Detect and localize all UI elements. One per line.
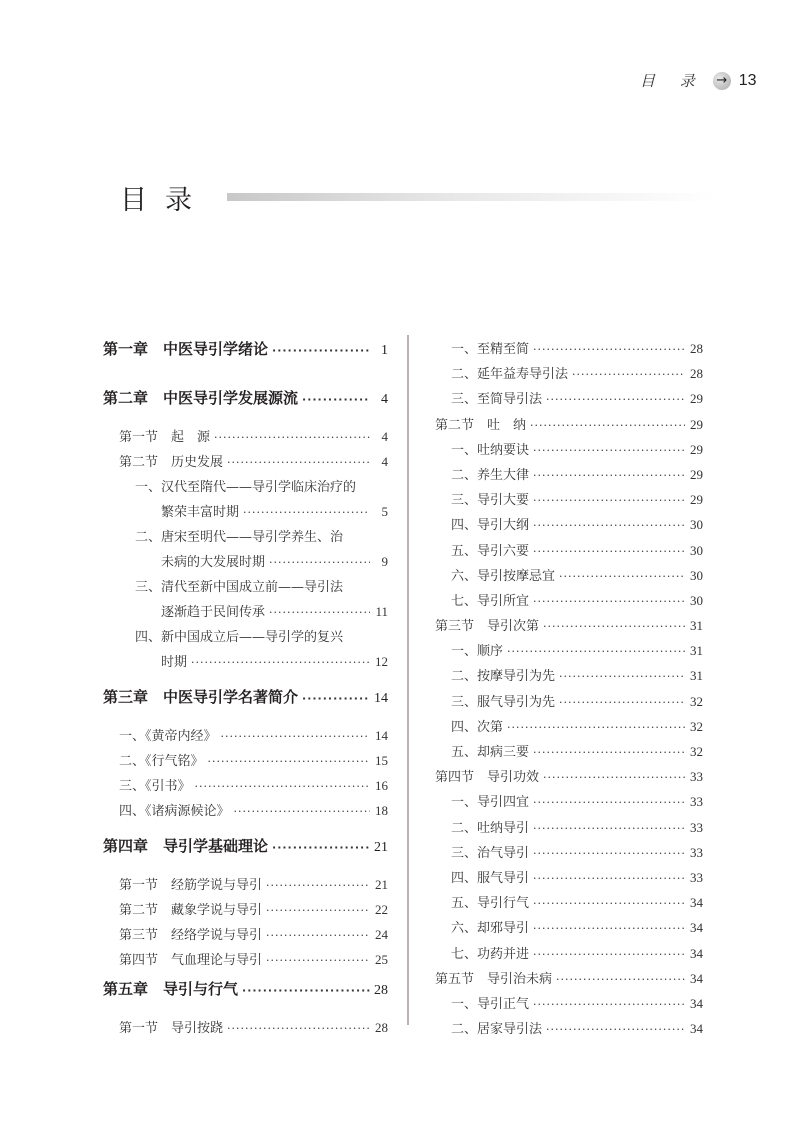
leader-dots: [530, 419, 685, 432]
toc-label: 第四节 导引功效: [435, 770, 540, 786]
toc-label: 四、《诸病源候论》: [119, 804, 230, 819]
toc-item[interactable]: [435, 565, 703, 590]
leader-dots: [546, 1023, 685, 1036]
toc-label: 第三章 中医导引学名著简介: [103, 688, 299, 706]
leader-dots: [533, 519, 685, 532]
toc-page: 34: [690, 920, 703, 936]
toc-section[interactable]: [103, 451, 388, 476]
toc-page: 29: [690, 416, 703, 432]
toc-page: 25: [375, 952, 388, 967]
toc-label: 第四节 气血理论与导引: [119, 953, 263, 968]
toc-item[interactable]: [435, 892, 703, 917]
toc-label: 第二节 藏象学说与导引: [119, 903, 263, 918]
leader-dots: [572, 368, 685, 381]
toc-page: 32: [690, 718, 703, 734]
toc-item[interactable]: [435, 993, 703, 1018]
toc-page: 29: [690, 492, 703, 508]
leader-dots: [195, 780, 370, 793]
toc-label: 二、居家导引法: [451, 1022, 543, 1038]
toc-page: 34: [690, 1021, 703, 1037]
toc-label: 第二章 中医导引学发展源流: [103, 389, 299, 407]
leader-dots: [559, 696, 685, 709]
leader-dots: [533, 595, 685, 608]
toc-label: 二、吐纳导引: [451, 820, 530, 836]
leader-dots: [302, 393, 370, 406]
leader-dots: [533, 948, 685, 961]
leader-dots: [272, 344, 370, 357]
toc-label: 四、导引大纲: [451, 518, 530, 534]
toc-section[interactable]: [103, 949, 388, 974]
toc-item[interactable]: [435, 867, 703, 892]
toc-page: 31: [690, 618, 703, 634]
toc-section[interactable]: [103, 899, 388, 924]
toc-label: 四、服气导引: [451, 870, 530, 886]
toc-page: 15: [375, 753, 388, 768]
toc-item[interactable]: [435, 943, 703, 968]
toc-item[interactable]: [103, 526, 388, 576]
leader-dots: [533, 822, 685, 835]
toc-section[interactable]: [435, 615, 703, 640]
toc-label: 第三节 导引次第: [435, 619, 540, 635]
toc-chapter[interactable]: [103, 686, 388, 711]
toc-label: 第五章 导引与行气: [103, 980, 239, 998]
toc-item[interactable]: [435, 741, 703, 766]
toc-label: 第二节 吐 纳: [435, 417, 527, 433]
toc-label: 第三节 经络学说与导引: [119, 928, 263, 943]
toc-left-column: [103, 338, 388, 1042]
toc-page: 4: [381, 429, 388, 444]
toc-item[interactable]: [435, 817, 703, 842]
toc-page: 12: [375, 654, 388, 669]
leader-dots: [266, 904, 370, 917]
toc-item[interactable]: [435, 791, 703, 816]
toc-label: 二、按摩导引为先: [451, 669, 556, 685]
arrow-right-icon: →: [713, 72, 731, 90]
toc-label: 第一节 经筋学说与导引: [119, 878, 263, 893]
toc-label: 三、服气导引为先: [451, 694, 556, 710]
toc-label: 一、导引正气: [451, 996, 530, 1012]
toc-label: 三、至简导引法: [451, 392, 543, 408]
toc-page: 32: [690, 693, 703, 709]
leader-dots: [266, 879, 370, 892]
toc-item[interactable]: [103, 750, 388, 775]
leader-dots: [556, 973, 685, 986]
toc-item[interactable]: [435, 590, 703, 615]
toc-page: 31: [690, 643, 703, 659]
toc-label-cont: 未病的大发展时期: [161, 555, 266, 570]
toc-item[interactable]: [103, 725, 388, 750]
leader-dots: [533, 796, 685, 809]
toc-section[interactable]: [103, 924, 388, 949]
toc-page: 30: [690, 592, 703, 608]
leader-dots: [543, 620, 685, 633]
leader-dots: [221, 730, 370, 743]
toc-item[interactable]: [435, 388, 703, 413]
toc-section[interactable]: [103, 426, 388, 451]
leader-dots: [266, 954, 370, 967]
toc-page: 29: [690, 441, 703, 457]
toc-label-cont: 时期: [161, 655, 188, 670]
toc-page: 1: [381, 343, 388, 358]
leader-dots: [242, 984, 370, 997]
toc-label: 五、却病三要: [451, 745, 530, 760]
toc-page: 34: [690, 895, 703, 911]
toc-label: 七、导引所宜: [451, 593, 530, 609]
toc-item[interactable]: [435, 464, 703, 489]
page-title: 目录: [120, 185, 210, 216]
toc-item[interactable]: [435, 665, 703, 690]
toc-page: 33: [690, 794, 703, 810]
toc-item[interactable]: [103, 576, 388, 626]
toc-item[interactable]: [435, 842, 703, 867]
toc-page: 5: [381, 504, 388, 519]
toc-label: 五、导引六要: [451, 543, 530, 559]
toc-item[interactable]: [435, 917, 703, 942]
toc-label: 三、清代至新中国成立前——导引法: [135, 580, 344, 595]
leader-dots: [559, 670, 685, 683]
toc-label: 四、新中国成立后——导引学的复兴: [135, 630, 344, 645]
toc-label-cont: 繁荣丰富时期: [161, 505, 240, 520]
toc-section[interactable]: [435, 968, 703, 993]
toc-item[interactable]: [103, 800, 388, 825]
leader-dots: [214, 431, 370, 444]
leader-dots: [269, 606, 370, 619]
running-head: [640, 70, 757, 91]
toc-label: 二、养生大律: [451, 467, 530, 483]
toc-label: 一、顺序: [451, 644, 504, 660]
toc-item[interactable]: [435, 716, 703, 741]
column-divider: [407, 335, 409, 1025]
toc-label: 第一节 起 源: [119, 430, 211, 445]
toc-page: 31: [690, 668, 703, 684]
toc-label: 第五节 导引治未病: [435, 971, 553, 987]
toc-page: 29: [690, 466, 703, 482]
toc-page: 32: [690, 744, 703, 759]
toc-page: 14: [375, 728, 388, 743]
toc-page: 33: [690, 819, 703, 835]
leader-dots: [533, 847, 685, 860]
toc-page: 9: [381, 554, 388, 569]
toc-label: 第一章 中医导引学绪论: [103, 340, 269, 358]
leader-dots: [227, 1022, 370, 1035]
toc-page: 33: [690, 869, 703, 885]
toc-section[interactable]: [435, 766, 703, 791]
toc-item[interactable]: [435, 691, 703, 716]
toc-page: 28: [690, 366, 703, 382]
leader-dots: [533, 343, 685, 356]
toc-label: 六、却邪导引: [451, 921, 530, 937]
toc-page: 21: [375, 877, 388, 892]
toc-label: 一、至精至简: [451, 342, 530, 357]
toc-item[interactable]: [435, 640, 703, 665]
toc-page: 4: [381, 454, 388, 469]
toc-label: 一、导引四宜: [451, 795, 530, 811]
leader-dots: [533, 897, 685, 910]
leader-dots: [269, 556, 370, 569]
toc-label: 三、治气导引: [451, 845, 530, 861]
toc-chapter[interactable]: [103, 387, 388, 412]
page-number: 13: [738, 71, 757, 89]
toc-label: 第四章 导引学基础理论: [103, 837, 269, 855]
toc-page: 34: [690, 945, 703, 961]
toc-chapter[interactable]: [103, 835, 388, 860]
leader-dots: [533, 922, 685, 935]
toc-page: 22: [375, 902, 388, 917]
leader-dots: [234, 805, 370, 818]
leader-dots: [507, 645, 685, 658]
toc-label: 二、唐宋至明代——导引学养生、治: [135, 530, 344, 545]
toc-page: 21: [374, 840, 388, 855]
leader-dots: [208, 755, 370, 768]
toc-label: 五、导引行气: [451, 896, 530, 912]
toc-item[interactable]: [435, 540, 703, 565]
leader-dots: [533, 494, 685, 507]
toc-page: 33: [690, 769, 703, 785]
toc-label: 一、吐纳要诀: [451, 442, 530, 458]
toc-label: 二、延年益寿导引法: [451, 367, 569, 383]
toc-label: 一、《黄帝内经》: [119, 729, 217, 744]
toc-page: 28: [374, 983, 388, 998]
leader-dots: [533, 998, 685, 1011]
toc-label: 六、导引按摩忌宜: [451, 568, 556, 584]
toc-chapter[interactable]: [103, 978, 388, 1003]
toc-item[interactable]: [103, 476, 388, 526]
leader-dots: [302, 692, 370, 705]
toc-label: 三、导引大要: [451, 493, 530, 509]
toc-page: 30: [690, 517, 703, 533]
leader-dots: [533, 746, 685, 759]
toc-item[interactable]: [435, 439, 703, 464]
running-head-title: 目 录: [640, 72, 705, 90]
leader-dots: [559, 570, 685, 583]
toc-right-column: [435, 338, 703, 1043]
toc-item[interactable]: [103, 626, 388, 676]
toc-item[interactable]: [103, 775, 388, 800]
leader-dots: [546, 393, 685, 406]
toc-page: 29: [690, 391, 703, 407]
leader-dots: [266, 929, 370, 942]
leader-dots: [533, 444, 685, 457]
toc-section[interactable]: [435, 414, 703, 439]
toc-item[interactable]: [435, 489, 703, 514]
toc-page: 18: [375, 803, 388, 818]
toc-page: 16: [375, 778, 388, 793]
toc-page: 30: [690, 567, 703, 583]
toc-page: 28: [375, 1020, 388, 1035]
toc-section[interactable]: [103, 1017, 388, 1042]
leader-dots: [533, 545, 685, 558]
leader-dots: [191, 656, 370, 669]
leader-dots: [543, 771, 685, 784]
toc-item[interactable]: [435, 338, 703, 363]
toc-item[interactable]: [435, 1018, 703, 1043]
toc-page: 24: [375, 927, 388, 942]
toc-label: 七、功药并进: [451, 946, 530, 962]
leader-dots: [243, 506, 370, 519]
title-decorative-bar: [227, 193, 717, 201]
toc-item[interactable]: [435, 514, 703, 539]
leader-dots: [533, 469, 685, 482]
toc-label: 二、《行气铭》: [119, 754, 204, 769]
toc-label: 第一节 导引按跷: [119, 1021, 224, 1036]
leader-dots: [507, 721, 685, 734]
leader-dots: [272, 841, 370, 854]
toc-item[interactable]: [435, 363, 703, 388]
toc-page: 11: [375, 604, 388, 619]
leader-dots: [533, 872, 685, 885]
leader-dots: [227, 456, 370, 469]
toc-page: 33: [690, 844, 703, 860]
toc-page: 30: [690, 542, 703, 558]
toc-label: 三、《引书》: [119, 779, 191, 794]
toc-label: 第二节 历史发展: [119, 455, 224, 470]
toc-page: 34: [690, 995, 703, 1011]
toc-label: 四、次第: [451, 719, 504, 735]
toc-page: 4: [381, 392, 388, 407]
toc-label-cont: 逐渐趋于民间传承: [161, 605, 266, 620]
toc-chapter[interactable]: [103, 338, 388, 363]
toc-label: 一、汉代至隋代——导引学临床治疗的: [135, 480, 357, 495]
toc-page: 34: [690, 970, 703, 986]
toc-page: 14: [374, 691, 388, 706]
toc-section[interactable]: [103, 874, 388, 899]
toc-page: 28: [690, 341, 703, 356]
